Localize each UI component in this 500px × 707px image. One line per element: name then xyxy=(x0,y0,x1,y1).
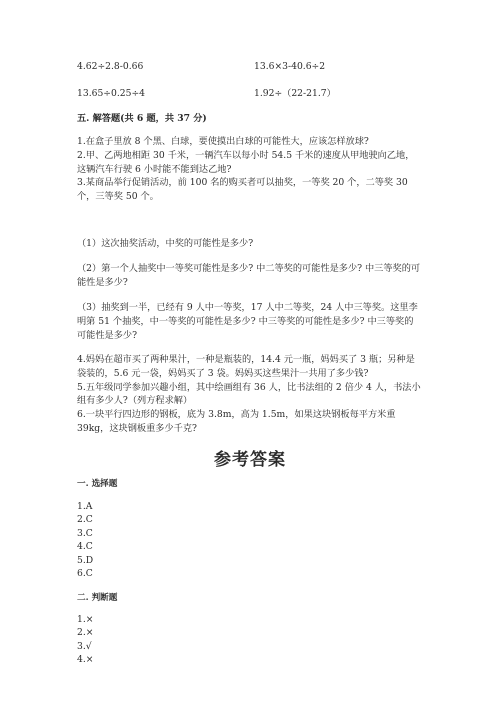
problem-text: 3.某商品举行促销活动，前 100 名的购买者可以抽奖，一等奖 20 个，二等奖 30 个，三等奖 50 个。 xyxy=(77,177,408,203)
sub-question-text: （2）第一个人抽奖中一等奖可能性是多少? 中二等奖的可能性是多少? 中三等奖的可能性是多少? xyxy=(77,263,421,288)
sub-question xyxy=(77,301,422,342)
calc-expression: 13.65÷0.25÷4 xyxy=(77,88,146,99)
problem-text: 1.在盒子里放 8 个黑、白球，要使摸出白球的可能性大，应该怎样放球? xyxy=(77,136,369,147)
answer-list xyxy=(77,500,177,580)
sub-question xyxy=(77,262,422,290)
answer-item: 5.D xyxy=(77,554,94,566)
answer-item: 6.C xyxy=(77,567,93,579)
calc-expression: 13.6×3-40.6÷2 xyxy=(254,61,326,72)
problem-block xyxy=(77,353,422,436)
answer-item: 4.× xyxy=(77,654,94,666)
calc-expression: 1.92÷（22-21.7） xyxy=(254,88,336,99)
problem-text: 5.五年级同学参加兴趣小组，其中绘画组有 36 人，比书法组的 2 倍少 4 人，书法小组有多少人?（列方程求解） xyxy=(77,381,421,407)
section-title: 五. 解答题(共 6 题，共 37 分) xyxy=(77,113,207,124)
answer-section-title: 一. 选择题 xyxy=(77,479,118,489)
calc-row xyxy=(77,60,437,74)
answer-item: 2.C xyxy=(77,514,93,526)
answer-item: 3.C xyxy=(77,527,93,539)
answer-list xyxy=(77,613,177,667)
problem-text: 2.甲、乙两地相距 30 千米，一辆汽车以每小时 54.5 千米的速度从甲地驶向乙地，这辆汽车行驶 6 小时能不能到达乙地? xyxy=(77,149,415,175)
problem-text: 6.一块平行四边形的钢板，底为 3.8m，高为 1.5m，如果这块钢板每平方米重 39kg，这块钢板重多少千克? xyxy=(77,409,396,434)
sub-question xyxy=(77,237,422,251)
sub-question-text: （1）这次抽奖活动，中奖的可能性是多少? xyxy=(77,238,254,249)
calc-row xyxy=(77,87,437,101)
answer-section-title: 二. 判断题 xyxy=(77,593,118,603)
problem-text: 4.妈妈在超市买了两种果汁，一种是瓶装的，14.4 元一瓶，妈妈买了 3 瓶；另种是袋装的，5.6 元一袋，妈妈买了 3 袋。妈妈买这些果汁一共用了多少钱? xyxy=(77,354,415,379)
answer-item: 1.× xyxy=(77,614,94,625)
answers-title: 参考答案 xyxy=(214,450,286,470)
sub-question-text: （3）抽奖到一半，已经有 9 人中一等奖，17 人中二等奖，24 人中三等奖。这里李明第 51 个抽奖，中一等奖的可能性是多少? 中三等奖的可能性是多少? 中三等奖的可能性是多少? xyxy=(77,302,418,341)
answer-item: 4.C xyxy=(77,541,93,553)
answer-item: 2.× xyxy=(77,627,94,639)
calc-expression: 4.62÷2.8-0.66 xyxy=(77,61,144,72)
answer-item: 3.√ xyxy=(77,640,92,652)
answer-item: 1.A xyxy=(77,501,93,512)
problem-block xyxy=(77,135,422,204)
